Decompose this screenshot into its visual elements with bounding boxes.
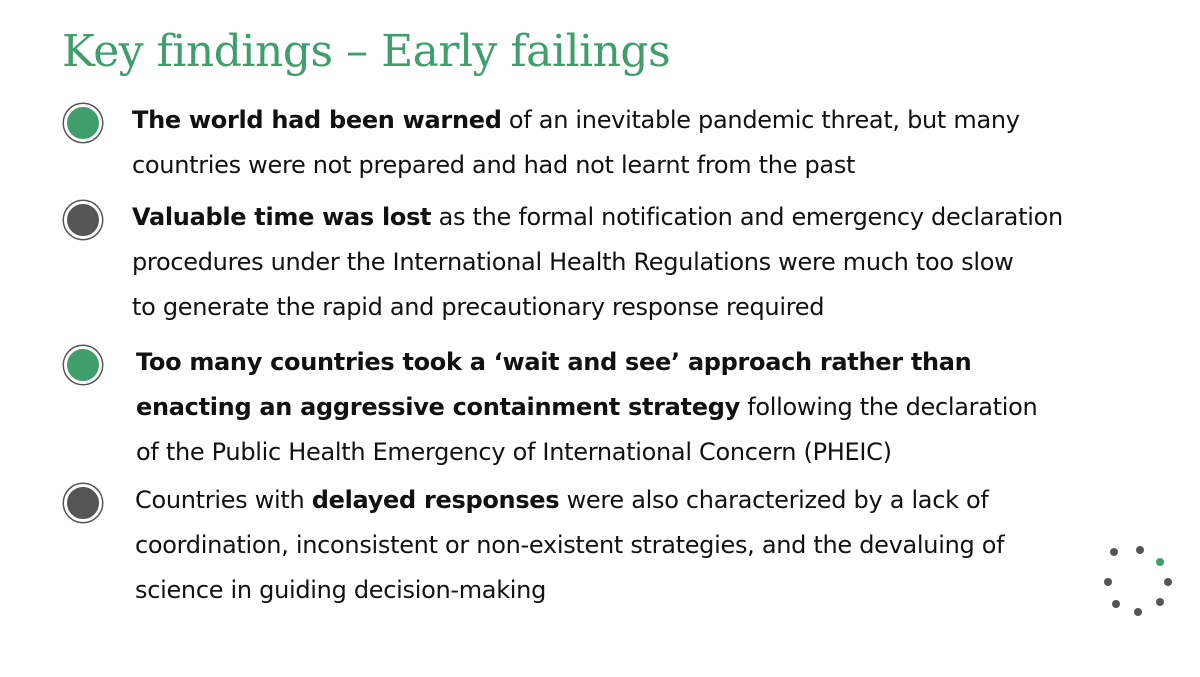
loader-dot (1164, 578, 1172, 586)
slide-title: Key findings – Early failings (62, 26, 671, 77)
finding-text: countries were not prepared and had not learnt from the past (132, 151, 856, 179)
finding-4-text (135, 478, 1004, 613)
dark-bullet-icon (64, 201, 102, 239)
loader-dot (1134, 608, 1142, 616)
finding-text: to generate the rapid and precautionary response required (132, 293, 825, 321)
finding-line (132, 195, 1063, 240)
finding-text: coordination, inconsistent or non-existent strategies, and the devaluing of (135, 531, 1005, 559)
finding-text: procedures under the International Health Regulations were much too slow (132, 248, 1014, 276)
loader-dot (1156, 558, 1164, 566)
finding-1-text (132, 98, 1020, 188)
circular-dots-icon (1102, 548, 1172, 618)
finding-text: as the formal notification and emergency declaration (431, 203, 1063, 231)
finding-line (136, 385, 1037, 430)
finding-line (135, 478, 1004, 523)
finding-line (136, 430, 1037, 475)
finding-line (132, 240, 1063, 285)
loader-dot (1136, 546, 1144, 554)
loader-dot (1110, 548, 1118, 556)
finding-text: science in guiding decision-making (135, 576, 547, 604)
finding-2-text (132, 195, 1063, 330)
finding-emphasis: Too many countries took a ‘wait and see’ approach rather than (136, 348, 972, 376)
green-bullet-icon (64, 346, 102, 384)
finding-text: were also characterized by a lack of (559, 486, 989, 514)
finding-line (132, 98, 1020, 143)
finding-emphasis: enacting an aggressive containment strategy (136, 393, 740, 421)
finding-line (132, 143, 1020, 188)
finding-line (135, 523, 1004, 568)
finding-line (132, 285, 1063, 330)
loader-dot (1104, 578, 1112, 586)
finding-emphasis: The world had been warned (132, 106, 502, 134)
dark-bullet-icon (64, 484, 102, 522)
finding-3-text (136, 340, 1037, 475)
green-bullet-icon (64, 104, 102, 142)
loader-dot (1112, 600, 1120, 608)
finding-text: Countries with (135, 486, 312, 514)
finding-text: of the Public Health Emergency of International Concern (PHEIC) (136, 438, 892, 466)
finding-text: of an inevitable pandemic threat, but many (501, 106, 1020, 134)
finding-text: following the declaration (739, 393, 1038, 421)
loader-dot (1156, 598, 1164, 606)
finding-line (136, 340, 1037, 385)
finding-line (135, 568, 1004, 613)
finding-emphasis: Valuable time was lost (132, 203, 432, 231)
finding-emphasis: delayed responses (311, 486, 560, 514)
